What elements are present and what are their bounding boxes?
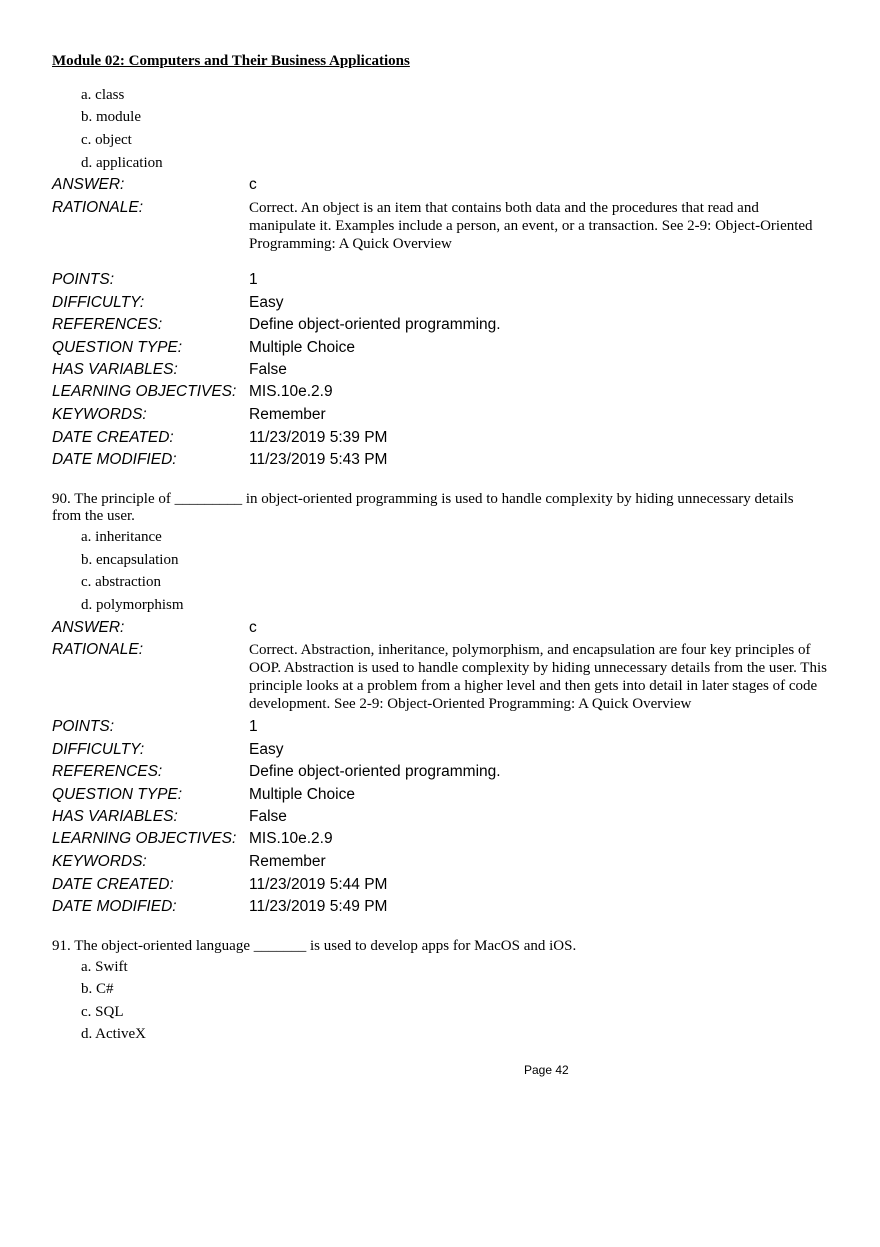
option-b: b. encapsulation [81, 552, 179, 568]
answer-value: c [249, 176, 257, 193]
points-label: POINTS: [52, 271, 115, 288]
has-variables-label: HAS VARIABLES: [52, 361, 178, 378]
date-created-label: DATE CREATED: [52, 876, 174, 893]
references-value: Define object-oriented programming. [249, 316, 501, 333]
page-number: Page 42 [524, 1063, 569, 1077]
rationale-label: RATIONALE: [52, 641, 144, 658]
references-label: REFERENCES: [52, 763, 163, 780]
answer-label: ANSWER: [52, 619, 125, 636]
rationale-text: Correct. Abstraction, inheritance, polymorphism, and encapsulation are four key principles of OOP. Abstraction is used to handle complexity by hiding unnecessary details from the user. This principle looks at a problem from a higher level and then gets into detail in later stages of code development. See 2-9: Object-Oriented Programming: A Quick Overview [249, 642, 827, 712]
answer-value: c [249, 619, 257, 636]
learning-objectives-label: LEARNING OBJECTIVES: [52, 383, 237, 400]
option-d: d. application [81, 155, 163, 171]
date-modified-value: 11/23/2019 5:43 PM [249, 451, 388, 468]
learning-objectives-value: MIS.10e.2.9 [249, 830, 333, 847]
keywords-value: Remember [249, 406, 326, 423]
references-value: Define object-oriented programming. [249, 763, 501, 780]
option-a: a. inheritance [81, 529, 162, 545]
has-variables-label: HAS VARIABLES: [52, 808, 178, 825]
references-label: REFERENCES: [52, 316, 163, 333]
rationale-label: RATIONALE: [52, 199, 144, 216]
question-type-value: Multiple Choice [249, 786, 355, 803]
has-variables-value: False [249, 808, 287, 825]
question-type-label: QUESTION TYPE: [52, 339, 183, 356]
question-type-label: QUESTION TYPE: [52, 786, 183, 803]
option-a: a. class [81, 87, 125, 103]
learning-objectives-value: MIS.10e.2.9 [249, 383, 333, 400]
module-header: Module 02: Computers and Their Business Applications [52, 53, 410, 69]
rationale-text: Correct. An object is an item that contains both data and the procedures that read and manipulate it. Examples include a person, an event, or a transaction. See 2-9: Object-Oriented Programming: A Quick Overview [249, 200, 813, 252]
keywords-label: KEYWORDS: [52, 406, 147, 423]
date-created-label: DATE CREATED: [52, 429, 174, 446]
option-c: c. SQL [81, 1004, 124, 1020]
has-variables-value: False [249, 361, 287, 378]
answer-label: ANSWER: [52, 176, 125, 193]
option-d: d. ActiveX [81, 1026, 146, 1042]
difficulty-value: Easy [249, 741, 284, 758]
points-value: 1 [249, 718, 258, 735]
keywords-label: KEYWORDS: [52, 853, 147, 870]
difficulty-label: DIFFICULTY: [52, 741, 145, 758]
option-b: b. module [81, 109, 141, 125]
option-a: a. Swift [81, 959, 128, 975]
option-c: c. abstraction [81, 574, 161, 590]
date-modified-value: 11/23/2019 5:49 PM [249, 898, 388, 915]
option-d: d. polymorphism [81, 597, 184, 613]
date-created-value: 11/23/2019 5:44 PM [249, 876, 388, 893]
learning-objectives-label: LEARNING OBJECTIVES: [52, 830, 237, 847]
question-91-text: 91. The object-oriented language _______ is used to develop apps for MacOS and iOS. [52, 938, 577, 954]
option-c: c. object [81, 132, 132, 148]
date-modified-label: DATE MODIFIED: [52, 898, 177, 915]
keywords-value: Remember [249, 853, 326, 870]
date-modified-label: DATE MODIFIED: [52, 451, 177, 468]
option-b: b. C# [81, 981, 114, 997]
points-value: 1 [249, 271, 258, 288]
difficulty-label: DIFFICULTY: [52, 294, 145, 311]
question-type-value: Multiple Choice [249, 339, 355, 356]
difficulty-value: Easy [249, 294, 284, 311]
points-label: POINTS: [52, 718, 115, 735]
date-created-value: 11/23/2019 5:39 PM [249, 429, 388, 446]
question-90-text: 90. The principle of _________ in object-oriented programming is used to handle complexity by hiding unnecessary details from the user. [52, 491, 794, 524]
